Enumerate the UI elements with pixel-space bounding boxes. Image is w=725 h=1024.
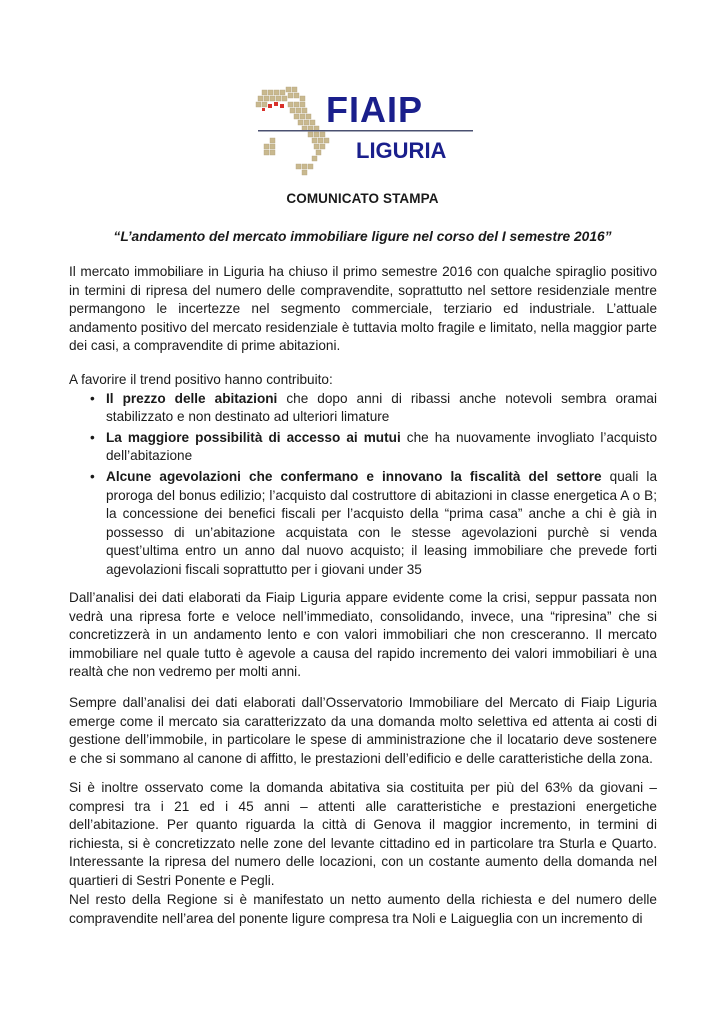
- list-item-bold: Alcune agevolazioni che confermano e innovano la fiscalità del settore: [106, 468, 602, 484]
- list-item-text: che ha nuovamente invogliato l’acquisto dell’abitazione: [106, 429, 658, 464]
- paragraph-region: [69, 891, 657, 928]
- bullet-icon: •: [90, 429, 95, 445]
- paragraph-demand: [69, 779, 657, 891]
- svg-text:LIGURIA: LIGURIA: [356, 138, 447, 163]
- paragraph-text: Il mercato immobiliare in Liguria ha chiuso il primo semestre 2016 con qualche spiraglio positivo in termini di ripresa del numero delle compravendite, soprattutto nel settore residenziale mentre permangono le incertezze nel segmento commerciale, terziario ed industriale. L’attuale andamento positivo del mercato residenziale è tuttavia molto fragile e limitato, nella maggior parte dei casi, a compravendite di prime abitazioni.: [69, 264, 657, 354]
- list-item-bold: La maggiore possibilità di accesso ai mutui: [106, 429, 401, 445]
- bullet-icon: •: [90, 390, 95, 406]
- italy-map-icon: [252, 82, 478, 178]
- paragraph-text: Dall’analisi dei dati elaborati da Fiaip Liguria appare evidente come la crisi, seppur passata non vedrà una ripresa forte e veloce nell’immediato, consolidando, invece, una “ripresina” che si concretizzerà in un andamento lento e con valori immobiliari che non cresceranno. Il mercato immobiliare nel quale tutto è agevole a causa del rapido incremento dei valori immobiliari è una realtà che non vedremo per molti anni.: [69, 590, 657, 680]
- list-intro: A favorire il trend positivo hanno contribuito:: [69, 372, 333, 387]
- bullet-icon: •: [90, 468, 95, 484]
- list-item: [69, 468, 657, 580]
- list-item-text: che dopo anni di ribassi anche notevoli sembra oramai stabilizzato e non destinato ad ulteriori limature: [106, 390, 657, 425]
- list-item: [69, 429, 657, 466]
- fiaip-liguria-logo: [252, 82, 478, 178]
- document-subtitle: “L’andamento del mercato immobiliare ligure nel corso del I semestre 2016”: [113, 229, 612, 244]
- contributing-factors: [69, 371, 657, 582]
- paragraph-text: Si è inoltre osservato come la domanda abitativa sia costituita per più del 63% da giovani – compresi tra i 21 ed i 45 anni – attenti alle caratteristiche e prestazioni energetiche dell’abitazione. Per quanto riguarda la città di Genova il maggior incremento, in termini di richiesta, si è concretizzato nelle zone del levante cittadino ed in particolare tra Sturla e Quarto. Interessante la ripresa del numero delle locazioni, con un costante aumento della domanda nel quartieri di Sestri Ponente e Pegli.: [69, 780, 657, 888]
- list-item: [69, 390, 657, 427]
- bullet-list: [69, 390, 657, 580]
- svg-text:FIAIP: FIAIP: [326, 89, 424, 130]
- list-item-bold: Il prezzo delle abitazioni: [106, 390, 278, 406]
- paragraph-intro: [69, 263, 657, 356]
- paragraph-text: Nel resto della Regione si è manifestato un netto aumento della richiesta e del numero delle compravendite nell’area del ponente ligure compresa tra Noli e Laigueglia con un incremento di: [69, 892, 657, 926]
- paragraph-observatory: [69, 694, 657, 768]
- document-heading: COMUNICATO STAMPA: [286, 191, 439, 206]
- paragraph-text: Sempre dall’analisi dei dati elaborati dall’Osservatorio Immobiliare del Mercato di Fiaip Liguria emerge come il mercato sia caratterizzato da una domanda molto selettiva ed attenta ai costi di gestione dell’immobile, in particolare le spese di amministrazione che il locatario deve sostenere e che si sommano al canone di affitto, le prestazioni dell’edificio e delle caratteristiche della zona.: [69, 695, 657, 766]
- list-item-text: quali la proroga del bonus edilizio; l’acquisto dal costruttore di abitazioni in classe energetica A o B; la concessione dei benefici fiscali per l’acquisto della “prima casa” anche a chi è già in possesso di un’abitazione acquistata con le stesse agevolazioni purchè si venda quest’ultima entro un anno dal nuovo acquisto; il leasing immobiliare che prevede forti agevolazioni fiscali soprattutto per i giovani under 35: [106, 468, 657, 577]
- paragraph-analysis: [69, 589, 657, 682]
